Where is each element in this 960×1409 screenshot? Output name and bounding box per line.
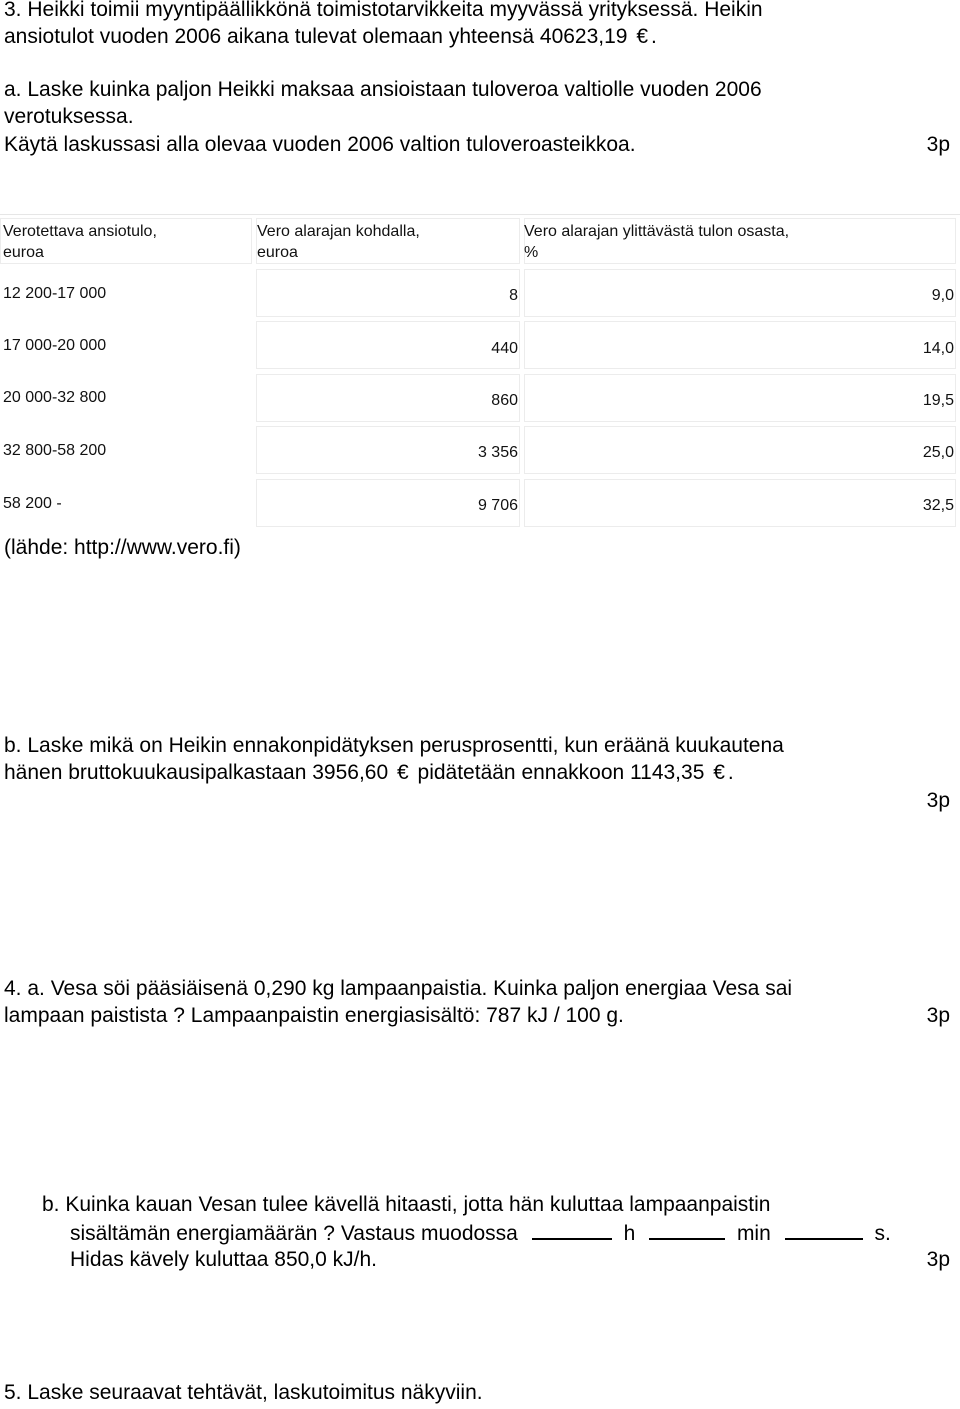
table-row-percent: 25,0 <box>922 444 954 461</box>
q3b-line2: hänen bruttokuukausipalkastaan 3956,60 € pidätetään ennakkoon 1143,35 € . <box>4 761 734 784</box>
table-row-tax: 860 <box>491 392 518 409</box>
q3b-text-1: hänen bruttokuukausipalkastaan 3956,60 <box>4 761 389 784</box>
table-row-percent: 9,0 <box>931 287 954 304</box>
header-percent <box>524 221 789 263</box>
unit-hours: h <box>623 1222 636 1245</box>
header-income-l2: euroa <box>3 244 44 261</box>
unit-seconds: s. <box>874 1222 891 1245</box>
header-income <box>3 221 157 263</box>
unit-minutes: min <box>736 1222 771 1245</box>
source-note: (lähde: http://www.vero.fi) <box>4 536 241 559</box>
q3b-text-2: pidätetään ennakkoon 1143,35 <box>417 761 705 784</box>
q4b-text: sisältämän energiamäärän ? Vastaus muodossa <box>70 1222 518 1245</box>
euro-symbol: € <box>396 761 409 784</box>
seconds-answer-blank[interactable] <box>785 1218 863 1240</box>
table-row-range: 17 000-20 000 <box>3 337 107 354</box>
table-row-tax: 3 356 <box>477 444 518 461</box>
table-row-percent: 19,5 <box>922 392 954 409</box>
header-tax-at-limit <box>257 221 420 263</box>
table-row-range: 58 200 - <box>3 495 62 512</box>
q4a-points: 3p <box>926 1004 950 1027</box>
q3b-points: 3p <box>926 789 950 812</box>
header-tax-l1: Vero alarajan kohdalla, <box>257 223 420 240</box>
q3-intro-text: ansiotulot vuoden 2006 aikana tulevat olemaan yhteensä 40623,19 <box>4 25 628 48</box>
q4b-points: 3p <box>926 1248 950 1271</box>
q4a-line1: 4. a. Vesa söi pääsiäisenä 0,290 kg lampaanpaistia. Kuinka paljon energiaa Vesa sai <box>4 977 793 1000</box>
table-row-percent: 14,0 <box>922 340 954 357</box>
hours-answer-blank[interactable] <box>532 1218 612 1240</box>
euro-symbol: € <box>636 25 649 48</box>
table-row-range: 12 200-17 000 <box>3 285 107 302</box>
minutes-answer-blank[interactable] <box>649 1218 725 1240</box>
table-row-tax: 8 <box>509 287 518 304</box>
q3a-line2: verotuksessa. <box>4 105 134 128</box>
q3a-line3: Käytä laskussasi alla olevaa vuoden 2006 valtion tuloveroasteikkoa. <box>4 133 636 156</box>
q4b-line3: Hidas kävely kuluttaa 850,0 kJ/h. <box>70 1248 378 1271</box>
q4a-line2: lampaan paistista ? Lampaanpaistin energiasisältö: 787 kJ / 100 g. <box>4 1004 624 1027</box>
q3-intro-line1: 3. Heikki toimii myyntipäällikkönä toimistotarvikkeita myyvässä yrityksessä. Heikin <box>4 0 763 21</box>
euro-symbol: € <box>713 761 725 784</box>
header-tax-l2: euroa <box>257 244 298 261</box>
table-row-range: 32 800-58 200 <box>3 442 107 459</box>
q3b-line1: b. Laske mikä on Heikin ennakonpidätyksen perusprosentti, kun eräänä kuukautena <box>4 734 784 757</box>
table-row-tax: 9 706 <box>477 497 518 514</box>
header-income-l1: Verotettava ansiotulo, <box>3 223 157 240</box>
q3a-line1: a. Laske kuinka paljon Heikki maksaa ansioistaan tuloveroa valtiolle vuoden 2006 <box>4 78 762 101</box>
q3-intro-line2: ansiotulot vuoden 2006 aikana tulevat olemaan yhteensä 40623,19 € . <box>4 25 657 48</box>
q3a-points: 3p <box>926 133 950 156</box>
table-row-range: 20 000-32 800 <box>3 389 107 406</box>
q4b-line1: b. Kuinka kauan Vesan tulee kävellä hitaasti, jotta hän kuluttaa lampaanpaistin <box>42 1193 771 1216</box>
table-row-tax: 440 <box>491 340 518 357</box>
q5-line1: 5. Laske seuraavat tehtävät, laskutoimitus näkyviin. <box>4 1381 483 1404</box>
q4b-line2 <box>70 1218 891 1247</box>
header-percent-l2: % <box>524 244 539 261</box>
header-percent-l1: Vero alarajan ylittävästä tulon osasta, <box>524 223 790 240</box>
table-row-percent: 32,5 <box>922 497 954 514</box>
